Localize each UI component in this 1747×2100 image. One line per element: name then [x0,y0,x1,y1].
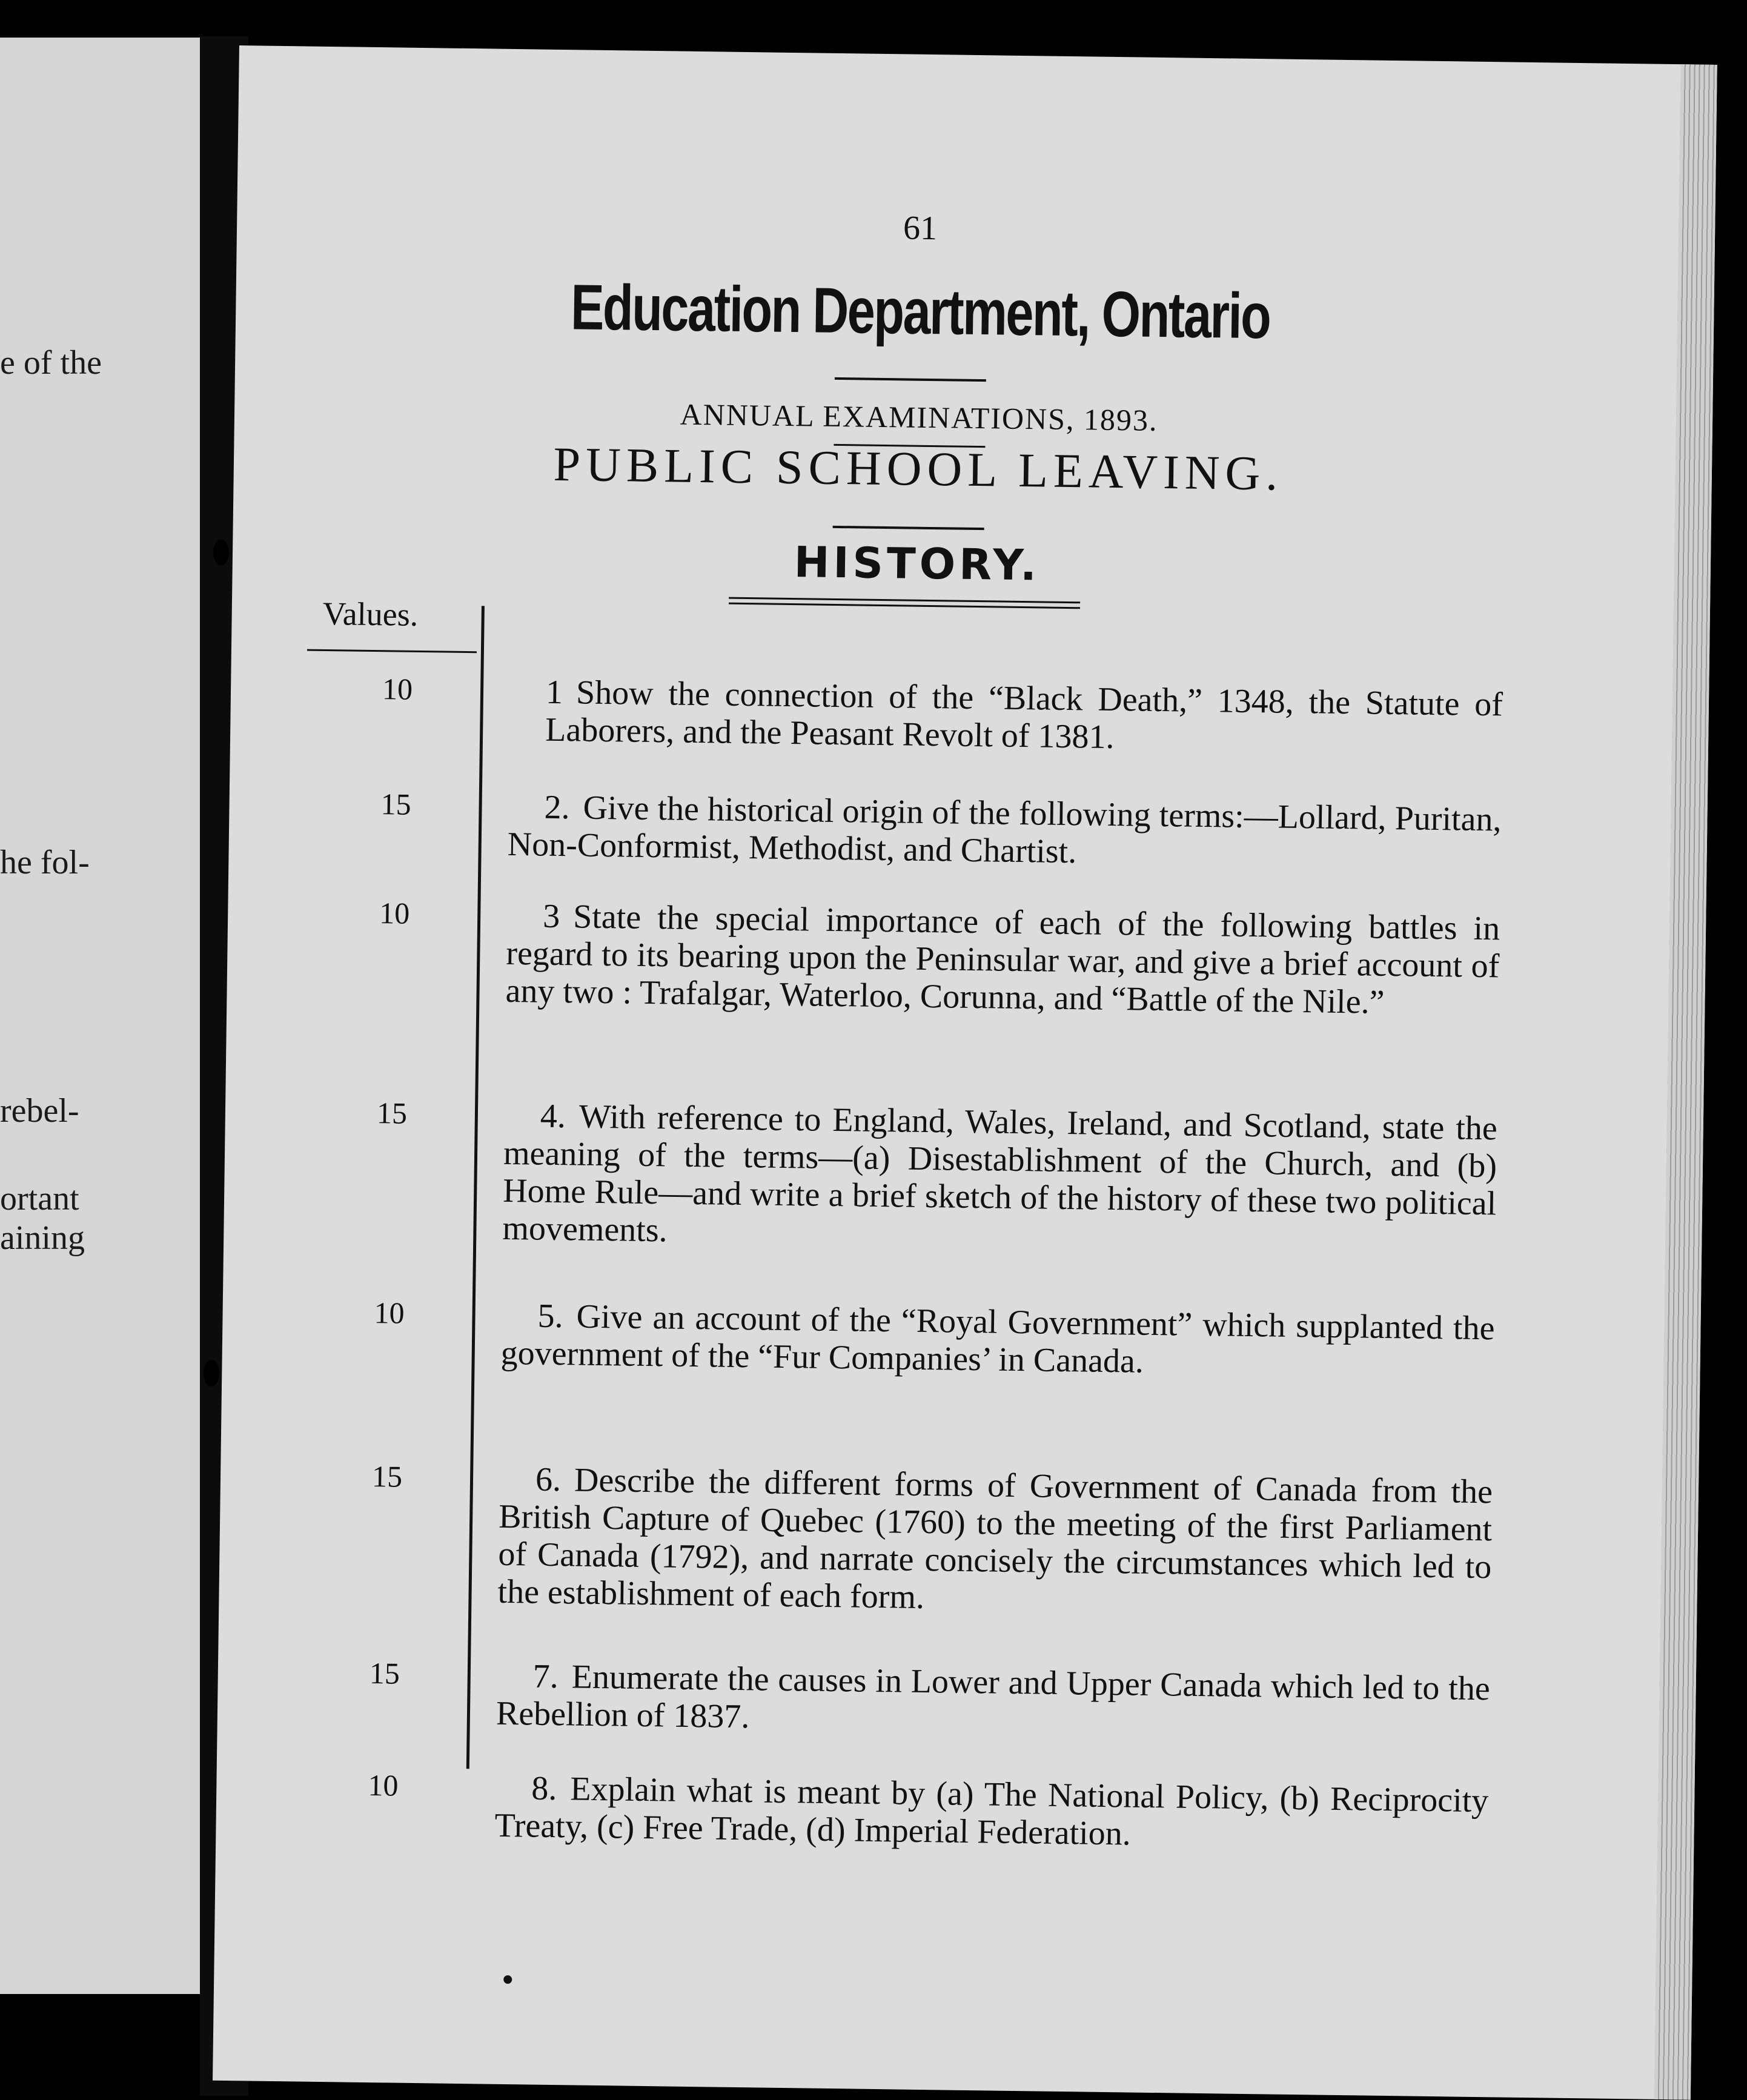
left-page-fragment: ortant [0,1180,79,1217]
left-facing-page [0,38,200,1994]
question-7 [496,1657,1490,1745]
exam-page [213,45,1717,2100]
left-page-fragment: e of the [0,344,102,382]
subject-heading: HISTORY. [794,537,1041,591]
title-rule [835,377,986,382]
exam-title: PUBLIC SCHOOL LEAVING. [553,437,1284,501]
question-4 [502,1097,1497,1260]
question-value: 15 [369,1656,400,1691]
question-text: Show the connection of the “Black Death,” 1348, the Statute of Laborers, and the Peasant Revolt of 1381. [545,674,1503,757]
page-number: 61 [903,209,938,248]
question-6 [497,1460,1493,1623]
page-edge [1654,64,1717,2099]
question-2 [507,788,1501,876]
left-page-fragment: rebel- [0,1092,79,1130]
question-text: Enumerate the causes in Lower and Upper Canada which led to the Rebellion of 1837. [496,1658,1491,1736]
question-number: 1 [545,673,563,712]
question-text: State the special importance of each of the following battles in regard to its bearing upon the Peninsular war, and give a brief account of any two : Trafalgar, Waterloo, Corunna, and “Battle of the Nile.” [505,898,1500,1021]
question-1 [509,673,1503,761]
question-value: 10 [368,1768,399,1803]
exam-year-heading: ANNUAL EXAMINATIONS, 1893. [680,397,1158,437]
ink-speck [503,1975,512,1984]
question-value: 10 [374,1296,405,1330]
question-text: With reference to England, Wales, Ireland, and Scotland, state the meaning of the terms—(a) Disestablishment of the Church, and (b) Home Rule—and write a brief sketch of the history of these two political movements. [502,1098,1498,1250]
question-5 [500,1297,1494,1385]
exam-rule [833,526,984,530]
question-number: 7. [532,1657,559,1696]
binding-stitch [213,539,229,566]
question-number: 6. [535,1460,562,1499]
binding-stitch [204,1360,219,1386]
question-text: Give the historical origin of the following terms:—Lollard, Puritan, Non-Conformist, Methodist, and Chartist. [507,789,1502,871]
question-text: Describe the different forms of Government of Canada from the British Capture of Quebec (1760) to the meeting of the first Parliament of Canada (1792), and narrate concisely the circumstances which led to the establishment of each form. [497,1461,1493,1617]
question-number: 3 [542,897,560,936]
question-number: 2. [544,788,570,827]
question-number: 8. [531,1769,557,1808]
question-number: 4. [540,1097,566,1136]
values-column-header: Values. [322,595,419,633]
values-column-divider [466,606,485,1769]
question-value: 15 [371,1459,403,1494]
question-8 [494,1769,1488,1857]
values-header-rule [307,649,477,654]
question-value: 15 [376,1096,408,1130]
question-number: 5. [537,1297,563,1336]
left-page-fragment: aining [0,1219,85,1257]
question-value: 10 [379,896,410,930]
question-text: Give an account of the “Royal Government” which supplanted the government of the “Fur Companies’ in Canada. [500,1297,1495,1380]
question-value: 10 [382,672,413,706]
question-3 [505,897,1500,1022]
subject-double-rule [729,597,1080,604]
left-page-fragment: he fol- [0,844,90,881]
page-title: Education Department, Ontario [570,271,1271,353]
question-value: 15 [380,787,411,821]
question-text: Explain what is meant by (a) The National Policy, (b) Reciprocity Treaty, (c) Free Trade, (d) Imperial Federation. [494,1770,1489,1853]
